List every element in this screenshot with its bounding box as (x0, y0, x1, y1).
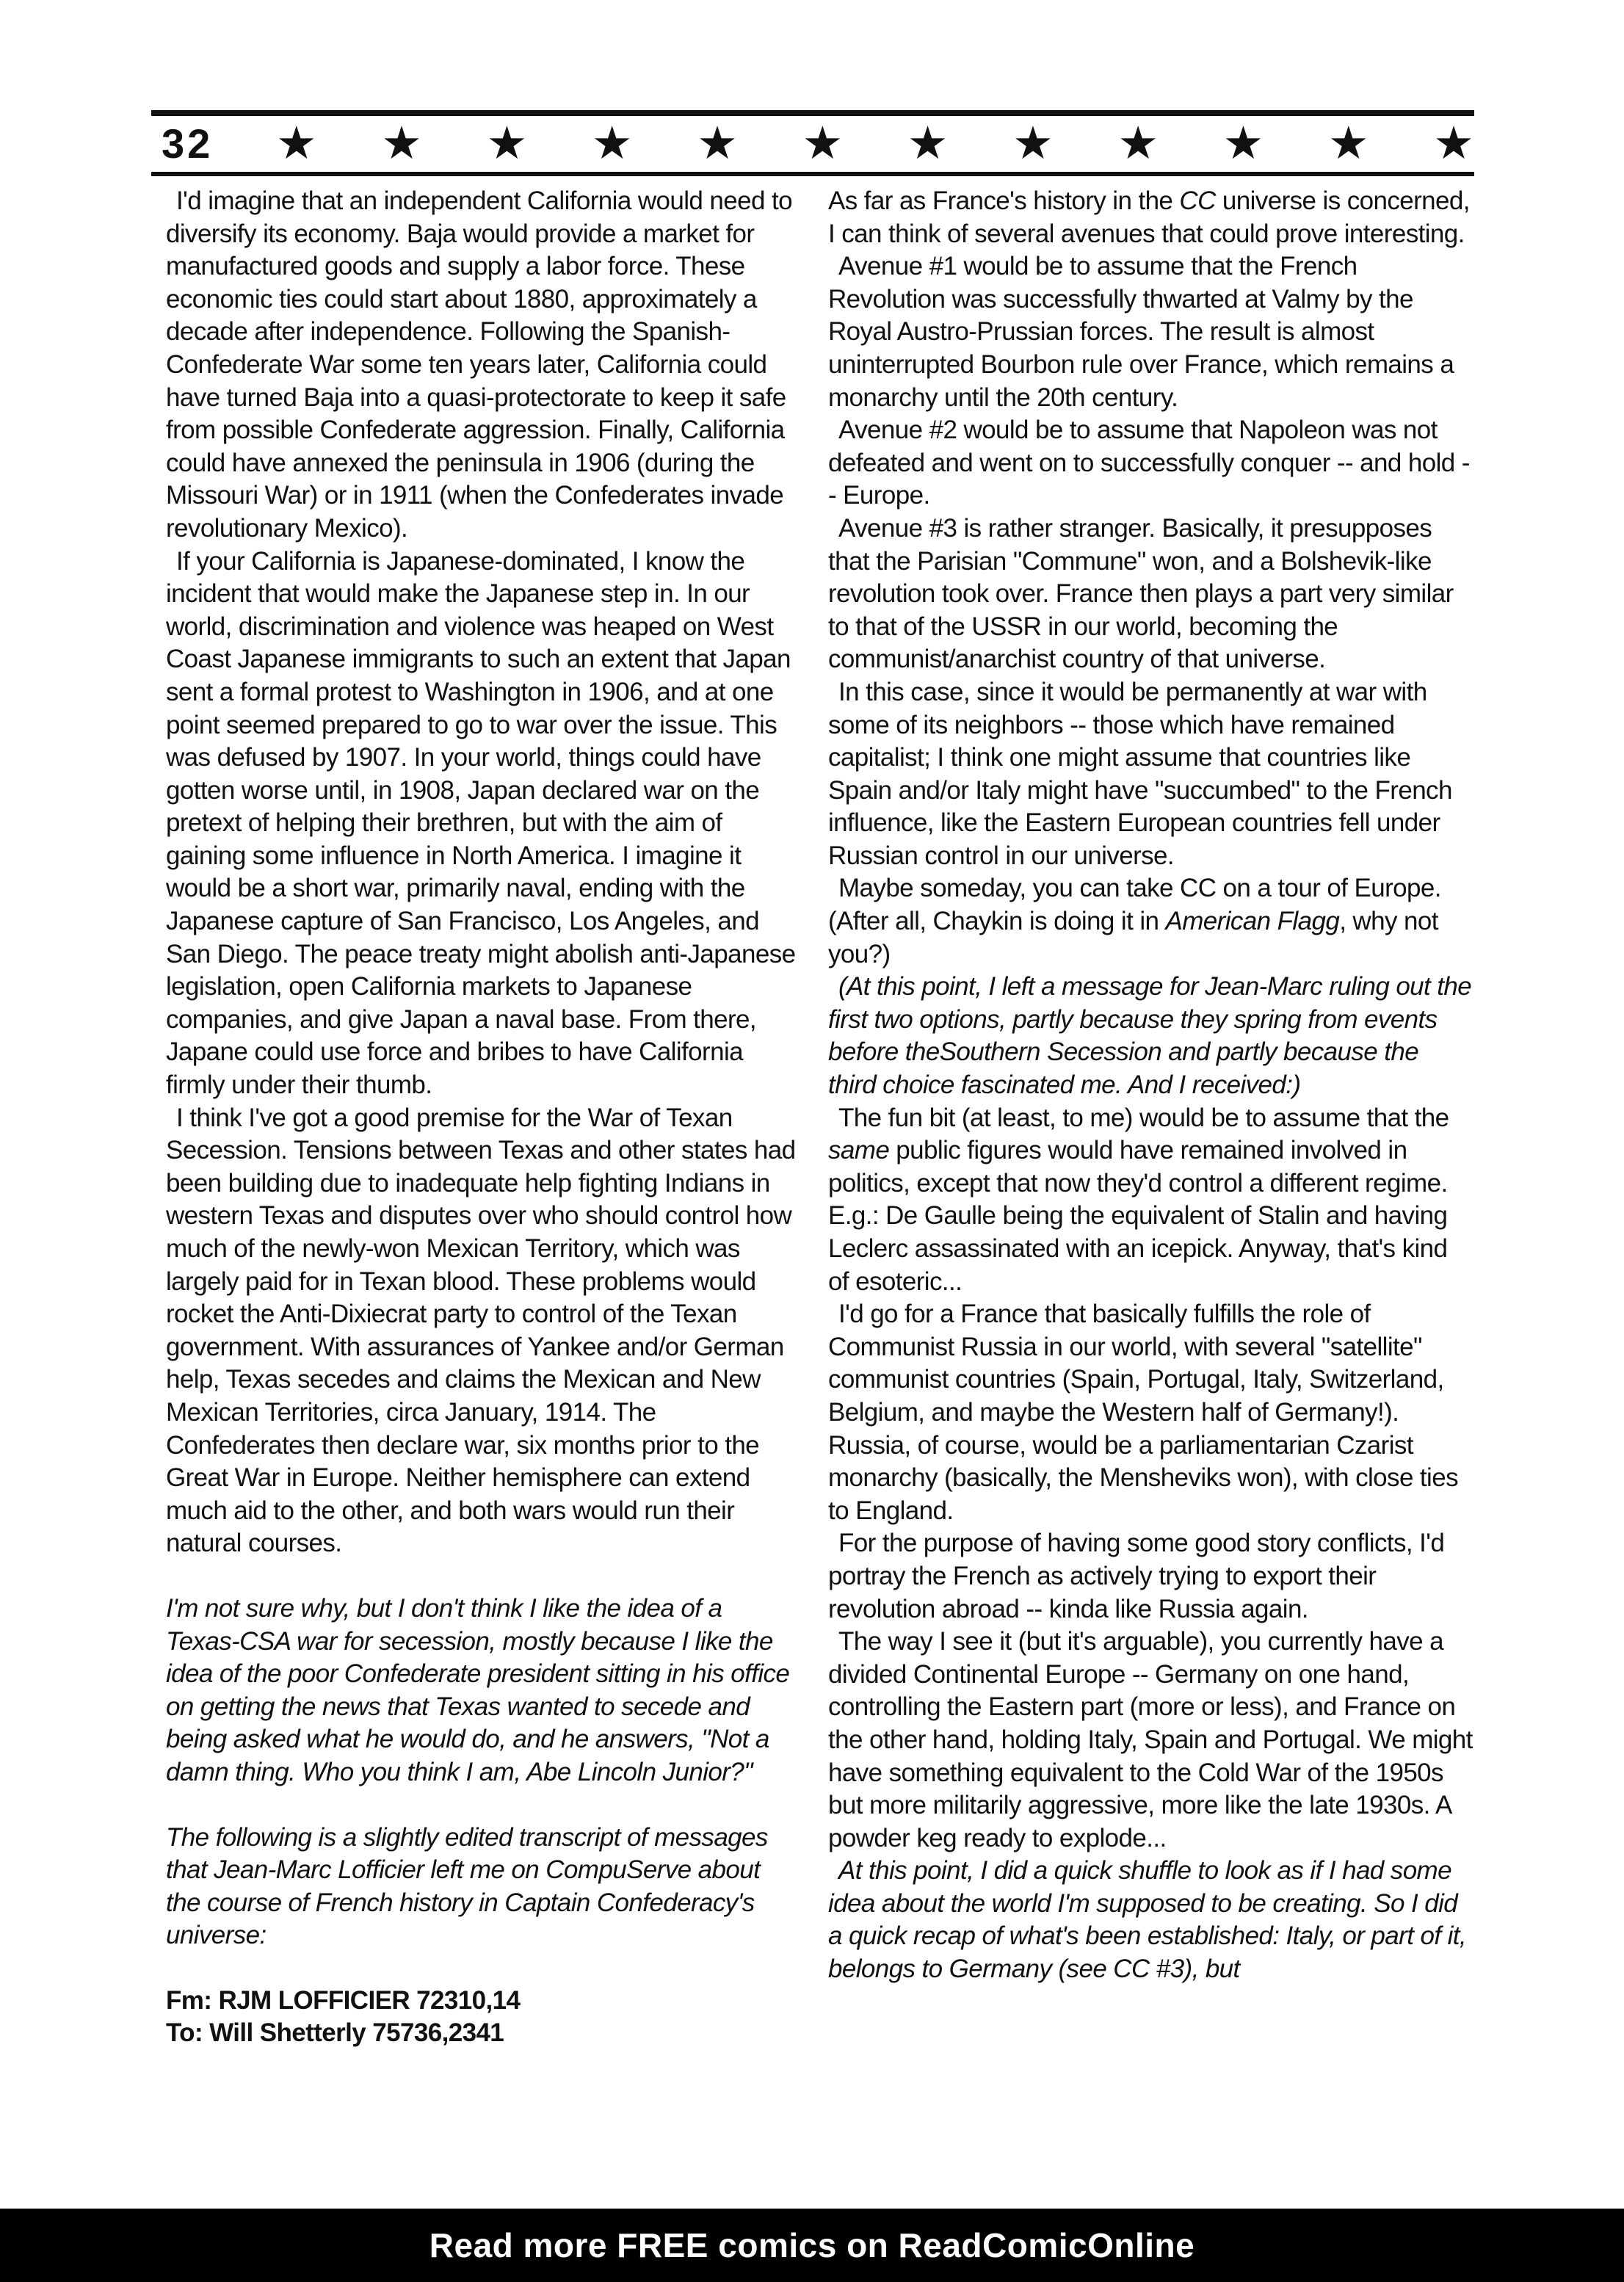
right-paragraph-10: For the purpose of having some good story conflicts, I'd portray the French as actively trying to export their revolution abroad -- kinda like Russia again. (828, 1529, 1445, 1623)
promo-banner-text[interactable]: Read more FREE comics on ReadComicOnline (429, 2226, 1195, 2264)
right-paragraph-9: I'd go for a France that basically fulfills the role of Communist Russia in our world, with several "satellite" communist countries (Spain, Portugal, Italy, Switzerland, Belgium, and maybe the Western half of Germany!). Russia, of course, would be a parliamentarian Czarist monarchy (basically, the Mensheviks won), with close ties to England. (828, 1300, 1458, 1525)
right-paragraph-12: At this point, I did a quick shuffle to look as if I had some idea about the world I'm supposed to be creating. So I did a quick recap of what's been established: Italy, or part of it, belongs to Germany (see CC #3), but (828, 1856, 1467, 1984)
message-to-line: To: Will Shetterly 75736,2341 (166, 2018, 504, 2048)
star-icon: ★ (697, 118, 738, 169)
right-paragraph-4: Avenue #3 is rather stranger. Basically, it presupposes that the Parisian "Commune" won, and a Bolshevik-like revolution took over. France then plays a part very similar to that of the USSR in our world, becoming the communist/anarchist country of that universe. (828, 513, 1454, 674)
page-header (151, 110, 1474, 178)
star-icon: ★ (907, 118, 949, 169)
star-icon: ★ (1222, 118, 1264, 169)
left-paragraph-2: If your California is Japanese-dominated, I know the incident that would make the Japanese step in. In our world, discrimination and violence was heaped on West Coast Japanese immigrants to such an extent that Japan sent a formal protest to Washington in 1906, and at one point seemed prepared to go to war over the issue. This was defused by 1907. In your world, things could have gotten worse until, in 1908, Japan declared war on the pretext of helping their brethren, but with the aim of gaining some influence in North America. I imagine it would be a short war, primarily naval, ending with the Japanese capture of San Francisco, Los Angeles, and San Diego. The peace treaty might abolish anti-Japanese legislation, open California markets to Japanese companies, and give Japan a naval base. From there, Japane could use force and bribes to have California firmly under their thumb. (166, 546, 796, 1100)
right-paragraph-2: Avenue #1 would be to assume that the French Revolution was successfully thwarted at Valmy by the Royal Austro-Prussian forces. The result is almost uninterrupted Bourbon rule over France, which remains a monarchy until the 20th century. (828, 252, 1454, 412)
star-icon: ★ (591, 118, 633, 169)
left-paragraph-5: The following is a slightly edited transcript of messages that Jean-Marc Lofficier left me on CompuServe about the course of French history in Captain Confederacy's universe: (166, 1822, 768, 1950)
left-column (166, 185, 797, 2050)
header-rule-top (151, 110, 1474, 116)
star-icon: ★ (802, 118, 844, 169)
star-icon: ★ (1433, 118, 1474, 169)
star-icon: ★ (1117, 118, 1159, 169)
left-paragraph-3: I think I've got a good premise for the War of Texan Secession. Tensions between Texas and other states had been building due to inadequate help fighting Indians in western Texas and disputes over who should control how much of the newly-won Mexican Territory, which was largely paid for in Texan blood. These problems would rocket the Anti-Dixiecrat party to control of the Texan government. With assurances of Yankee and/or German help, Texas secedes and claims the Mexican and New Mexican Territories, circa January, 1914. The Confederates then declare war, six months prior to the Great War in Europe. Neither hemisphere can extend much aid to the other, and both wars would run their natural courses. (166, 1103, 796, 1558)
promo-banner[interactable] (0, 2209, 1624, 2282)
page-number: 32 (162, 120, 214, 167)
right-paragraph-3: Avenue #2 would be to assume that Napoleon was not defeated and went on to successfully conquer -- and hold -- Europe. (828, 416, 1470, 510)
star-icon: ★ (486, 118, 528, 169)
right-paragraph-6: Maybe someday, you can take CC on a tour of Europe. (After all, Chaykin is doing it in American Flagg, why not you?) (828, 874, 1441, 968)
right-paragraph-11: The way I see it (but it's arguable), you currently have a divided Continental Europe -- Germany on one hand, controlling the Eastern part (more or less), and France on the other hand, holding Italy, Spain and Portugal. We might have something equivalent to the Cold War of the 1950s but more militarily aggressive, more like the late 1930s. A powder keg ready to explode... (828, 1627, 1473, 1852)
left-paragraph-1: I'd imagine that an independent California would need to diversify its economy. Baja would provide a market for manufactured goods and supply a labor force. These economic ties could start about 1880, approximately a decade after independence. Following the Spanish-Confederate War some ten years later, California could have turned Baja into a quasi-protectorate to keep it safe from possible Confederate aggression. Finally, California could have annexed the peninsula in 1906 (during the Missouri War) or in 1911 (when the Confederates invade revolutionary Mexico). (166, 186, 792, 543)
right-paragraph-7: (At this point, I left a message for Jean-Marc ruling out the first two options, partly because they spring from events before theSouthern Secession and partly because the third choice fascinated me. And I received:) (828, 972, 1472, 1100)
right-column (828, 185, 1473, 1986)
right-paragraph-1: As far as France's history in the CC universe is concerned, I can think of several avenues that could prove interesting. (828, 186, 1470, 248)
header-rule-bottom (151, 172, 1474, 176)
star-icon: ★ (381, 118, 422, 169)
right-paragraph-8: The fun bit (at least, to me) would be to assume that the same public figures would have remained involved in politics, except that now they'd control a different regime. E.g.: De Gaulle being the equivalent of Stalin and having Leclerc assassinated with an icepick. Anyway, that's kind of esoteric... (828, 1103, 1449, 1296)
star-icon: ★ (1327, 118, 1369, 169)
message-from-line: Fm: RJM LOFFICIER 72310,14 (166, 1985, 521, 2015)
star-icon: ★ (1012, 118, 1054, 169)
star-row (276, 119, 1474, 169)
right-paragraph-5: In this case, since it would be permanently at war with some of its neighbors -- those which have remained capitalist; I think one might assume that countries like Spain and/or Italy might have "succumbed" to the French influence, like the Eastern European countries fell under Russian control in our universe. (828, 677, 1452, 870)
left-paragraph-4: I'm not sure why, but I don't think I like the idea of a Texas-CSA war for secession, mostly because I like the idea of the poor Confederate president sitting in his office on getting the news that Texas wanted to secede and being asked what he would do, and he answers, "Not a damn thing. Who you think I am, Abe Lincoln Junior?" (166, 1593, 790, 1786)
star-icon: ★ (276, 118, 317, 169)
